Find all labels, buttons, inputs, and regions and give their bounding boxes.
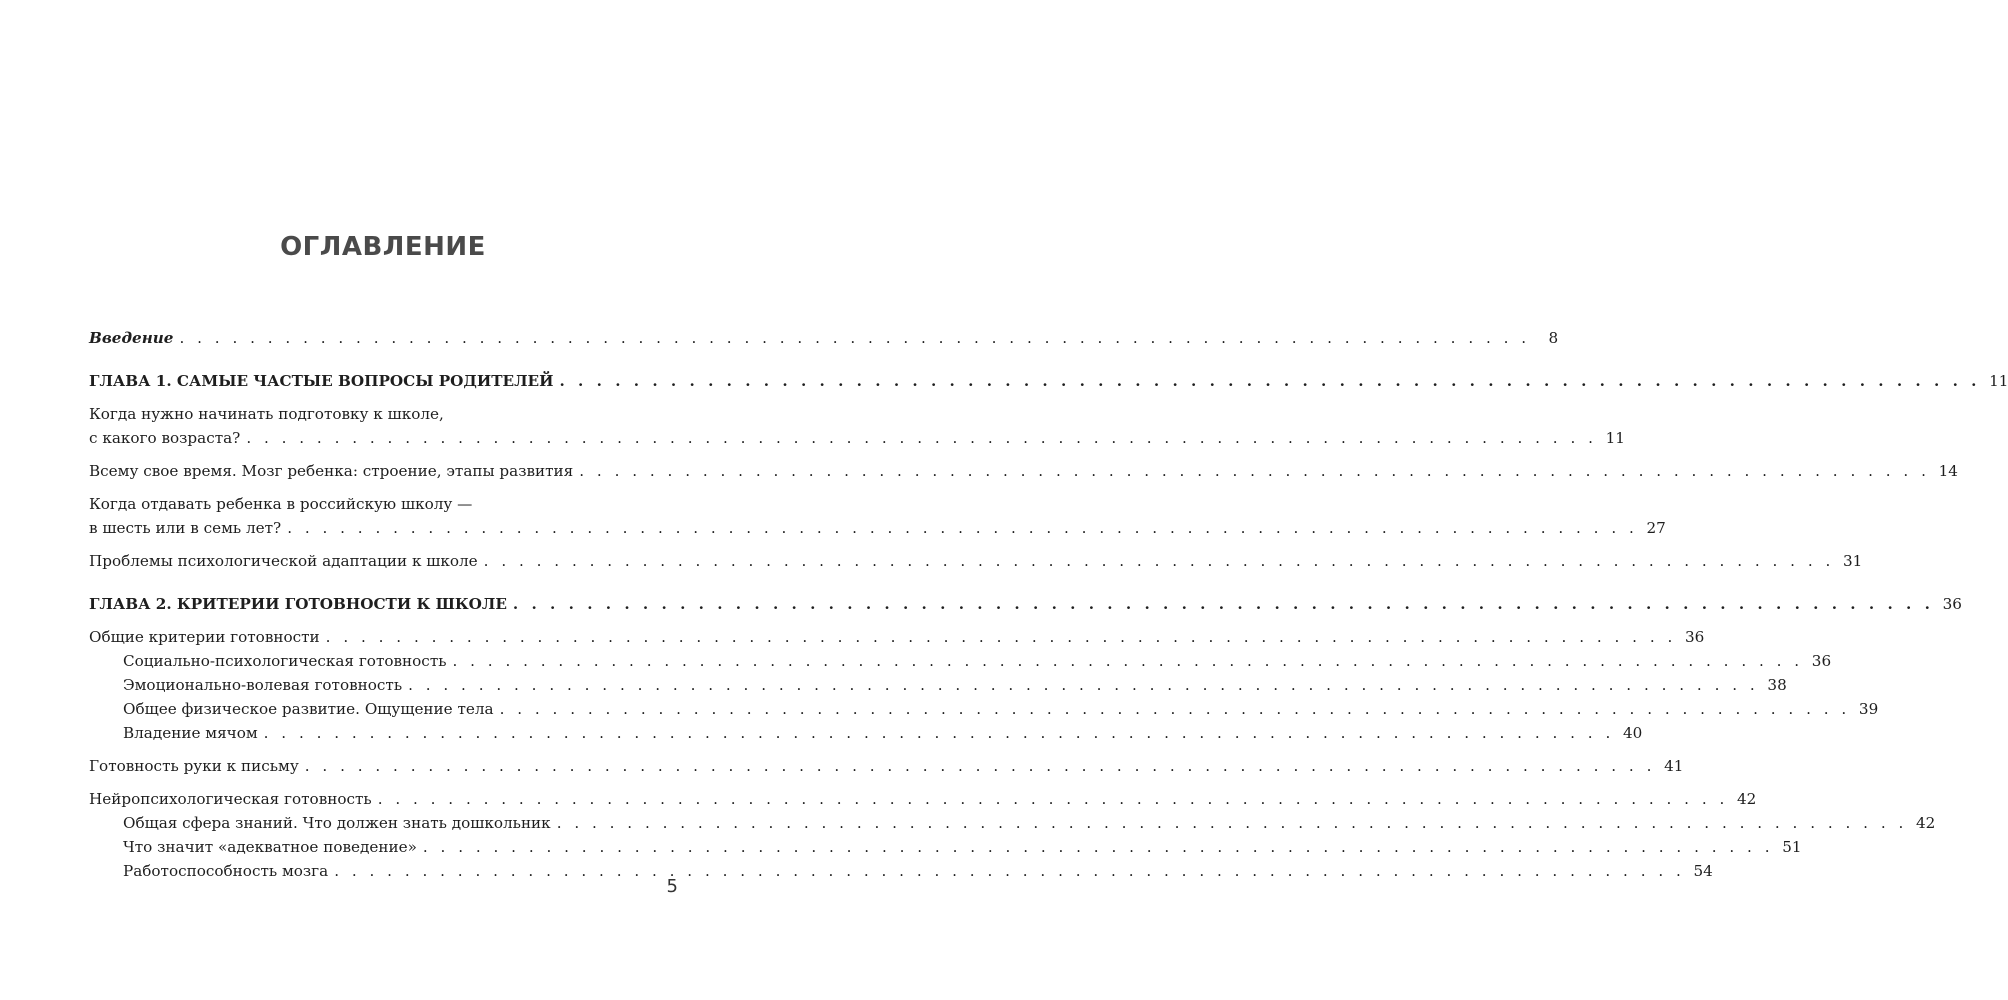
toc-chapter-1[interactable] (89, 369, 2008, 393)
toc-page-number: 27 (1646, 519, 1666, 537)
toc-subentry[interactable] (89, 649, 1832, 673)
toc-page-number: 38 (1767, 676, 1787, 694)
toc-entry-label: Введение (89, 329, 174, 347)
toc-page-number: 36 (1684, 628, 1705, 646)
toc-entry-label: Эмоционально-волевая готовность (123, 676, 403, 694)
toc-subentry[interactable] (89, 721, 1643, 745)
toc-entry-label: Владение мячом (123, 724, 258, 742)
dot-leader: . . . . . . . . . . . . . . . . . . . . . . . . . . . . . . . . . . . . . . . . . . . . . . . . . . . . . . . . . . . . . . . . . . . . . . . . . . . . . (559, 372, 1981, 390)
page-title: ОГЛАВЛЕНИЕ (280, 232, 486, 262)
toc-subentry[interactable] (89, 697, 1879, 721)
dot-leader: . . . . . . . . . . . . . . . . . . . . . . . . . . . . . . . . . . . . . . . . . . . . . . . . . . . . . . . . . . . . . . . . . . . . . . . . . . . . . (499, 700, 1851, 718)
dot-leader: . . . . . . . . . . . . . . . . . . . . . . . . . . . . . . . . . . . . . . . . . . . . . . . . . . . . . . . . . . . . . . . . . . . . . . . . . . . . . (422, 838, 1774, 856)
toc-entry[interactable] (89, 402, 1625, 450)
toc-entry-label: Общие критерии готовности (89, 628, 320, 646)
toc-page-number: 42 (1916, 814, 1936, 832)
dot-leader: . . . . . . . . . . . . . . . . . . . . . . . . . . . . . . . . . . . . . . . . . . . . . . . . . . . . . . . . . . . . . . . . . . . . . . . . . . . . . (452, 652, 1804, 670)
toc-entry-label: Когда нужно начинать подготовку к школе, (89, 405, 444, 423)
toc-page-number: 8 (1548, 329, 1559, 347)
dot-leader: . . . . . . . . . . . . . . . . . . . . . . . . . . . . . . . . . . . . . . . . . . . . . . . . . . . . . . . . . . . . . . . . . . . . . . . . . . . . . (179, 329, 1531, 347)
dot-leader: . . . . . . . . . . . . . . . . . . . . . . . . . . . . . . . . . . . . . . . . . . . . . . . . . . . . . . . . . . . . . . . . . . . . . . . . . . . . . (408, 676, 1759, 694)
dot-leader: . . . . . . . . . . . . . . . . . . . . . . . . . . . . . . . . . . . . . . . . . . . . . . . . . . . . . . . . . . . . . . . . . . . . . . . . . . . . . (483, 552, 1835, 570)
toc-entry-label: Когда отдавать ребенка в российскую школу — (89, 495, 473, 513)
dot-leader: . . . . . . . . . . . . . . . . . . . . . . . . . . . . . . . . . . . . . . . . . . . . . . . . . . . . . . . . . . . . . . . . . . . . . . . . . . . . . (334, 862, 1685, 880)
toc-entry-label: Общее физическое развитие. Ощущение тела (123, 700, 494, 718)
dot-leader: . . . . . . . . . . . . . . . . . . . . . . . . . . . . . . . . . . . . . . . . . . . . . . . . . . . . . . . . . . . . . . . . . . . . . . . . . . . . . (263, 724, 1615, 742)
toc-entry-label: Всему свое время. Мозг ребенка: строение, этапы развития (89, 462, 574, 480)
toc-entry-label: Социально-психологическая готовность (123, 652, 447, 670)
toc-entry-introduction[interactable] (89, 326, 1559, 350)
dot-leader: . . . . . . . . . . . . . . . . . . . . . . . . . . . . . . . . . . . . . . . . . . . . . . . . . . . . . . . . . . . . . . . . . . . . . . . . . . . . . (556, 814, 1908, 832)
toc-page-number: 11 (1605, 429, 1625, 447)
toc-entry-label: Готовность руки к письму (89, 757, 299, 775)
table-of-contents (89, 326, 2008, 883)
toc-entry-label: Проблемы психологической адаптации к школе (89, 552, 478, 570)
toc-page-number: 14 (1938, 462, 1958, 480)
toc-page-number: 41 (1664, 757, 1684, 775)
toc-page-number: 39 (1858, 700, 1879, 718)
toc-entry[interactable] (89, 492, 1666, 540)
toc-chapter-2[interactable] (89, 592, 1962, 616)
toc-entry-label: Работоспособность мозга (123, 862, 329, 880)
toc-entry[interactable] (89, 459, 1958, 483)
toc-entry-label-cont: в шесть или в семь лет? (89, 519, 282, 537)
toc-entry[interactable] (89, 754, 1684, 778)
toc-page-number: 42 (1737, 790, 1757, 808)
toc-entry-label: ГЛАВА 2. КРИТЕРИИ ГОТОВНОСТИ К ШКОЛЕ (89, 595, 507, 613)
toc-subentry[interactable] (89, 859, 1713, 883)
toc-entry-label: ГЛАВА 1. САМЫЕ ЧАСТЫЕ ВОПРОСЫ РОДИТЕЛЕЙ (89, 372, 554, 390)
toc-subentry[interactable] (89, 835, 1802, 859)
toc-entry-label-cont: с какого возраста? (89, 429, 241, 447)
toc-entry-label: Нейропсихологическая готовность (89, 790, 372, 808)
toc-page-number: 11 (1989, 372, 2008, 390)
toc-entry[interactable] (89, 787, 1757, 811)
dot-leader: . . . . . . . . . . . . . . . . . . . . . . . . . . . . . . . . . . . . . . . . . . . . . . . . . . . . . . . . . . . . . . . . . . . . . . . . . . . . . (512, 595, 1934, 613)
dot-leader: . . . . . . . . . . . . . . . . . . . . . . . . . . . . . . . . . . . . . . . . . . . . . . . . . . . . . . . . . . . . . . . . . . . . . . . . . . . . . (246, 429, 1597, 447)
toc-entry[interactable] (89, 625, 1705, 649)
toc-page-number: 51 (1782, 838, 1802, 856)
toc-page-number: 36 (1942, 595, 1962, 613)
toc-page-number: 31 (1842, 552, 1863, 570)
dot-leader: . . . . . . . . . . . . . . . . . . . . . . . . . . . . . . . . . . . . . . . . . . . . . . . . . . . . . . . . . . . . . . . . . . . . . . . . . . . . . (304, 757, 1656, 775)
dot-leader: . . . . . . . . . . . . . . . . . . . . . . . . . . . . . . . . . . . . . . . . . . . . . . . . . . . . . . . . . . . . . . . . . . . . . . . . . . . . . (287, 519, 1638, 537)
toc-entry[interactable] (89, 549, 1863, 573)
toc-entry-label: Общая сфера знаний. Что должен знать дошкольник (123, 814, 551, 832)
toc-entry-label: Что значит «адекватное поведение» (123, 838, 417, 856)
dot-leader: . . . . . . . . . . . . . . . . . . . . . . . . . . . . . . . . . . . . . . . . . . . . . . . . . . . . . . . . . . . . . . . . . . . . . . . . . . . . . (579, 462, 1930, 480)
toc-subentry[interactable] (89, 811, 1936, 835)
toc-page-number: 54 (1693, 862, 1713, 880)
dot-leader: . . . . . . . . . . . . . . . . . . . . . . . . . . . . . . . . . . . . . . . . . . . . . . . . . . . . . . . . . . . . . . . . . . . . . . . . . . . . . (325, 628, 1677, 646)
dot-leader: . . . . . . . . . . . . . . . . . . . . . . . . . . . . . . . . . . . . . . . . . . . . . . . . . . . . . . . . . . . . . . . . . . . . . . . . . . . . . (377, 790, 1729, 808)
toc-subentry[interactable] (89, 673, 1787, 697)
page-number: 5 (666, 876, 678, 897)
toc-page-number: 36 (1811, 652, 1832, 670)
toc-page-number: 40 (1622, 724, 1643, 742)
